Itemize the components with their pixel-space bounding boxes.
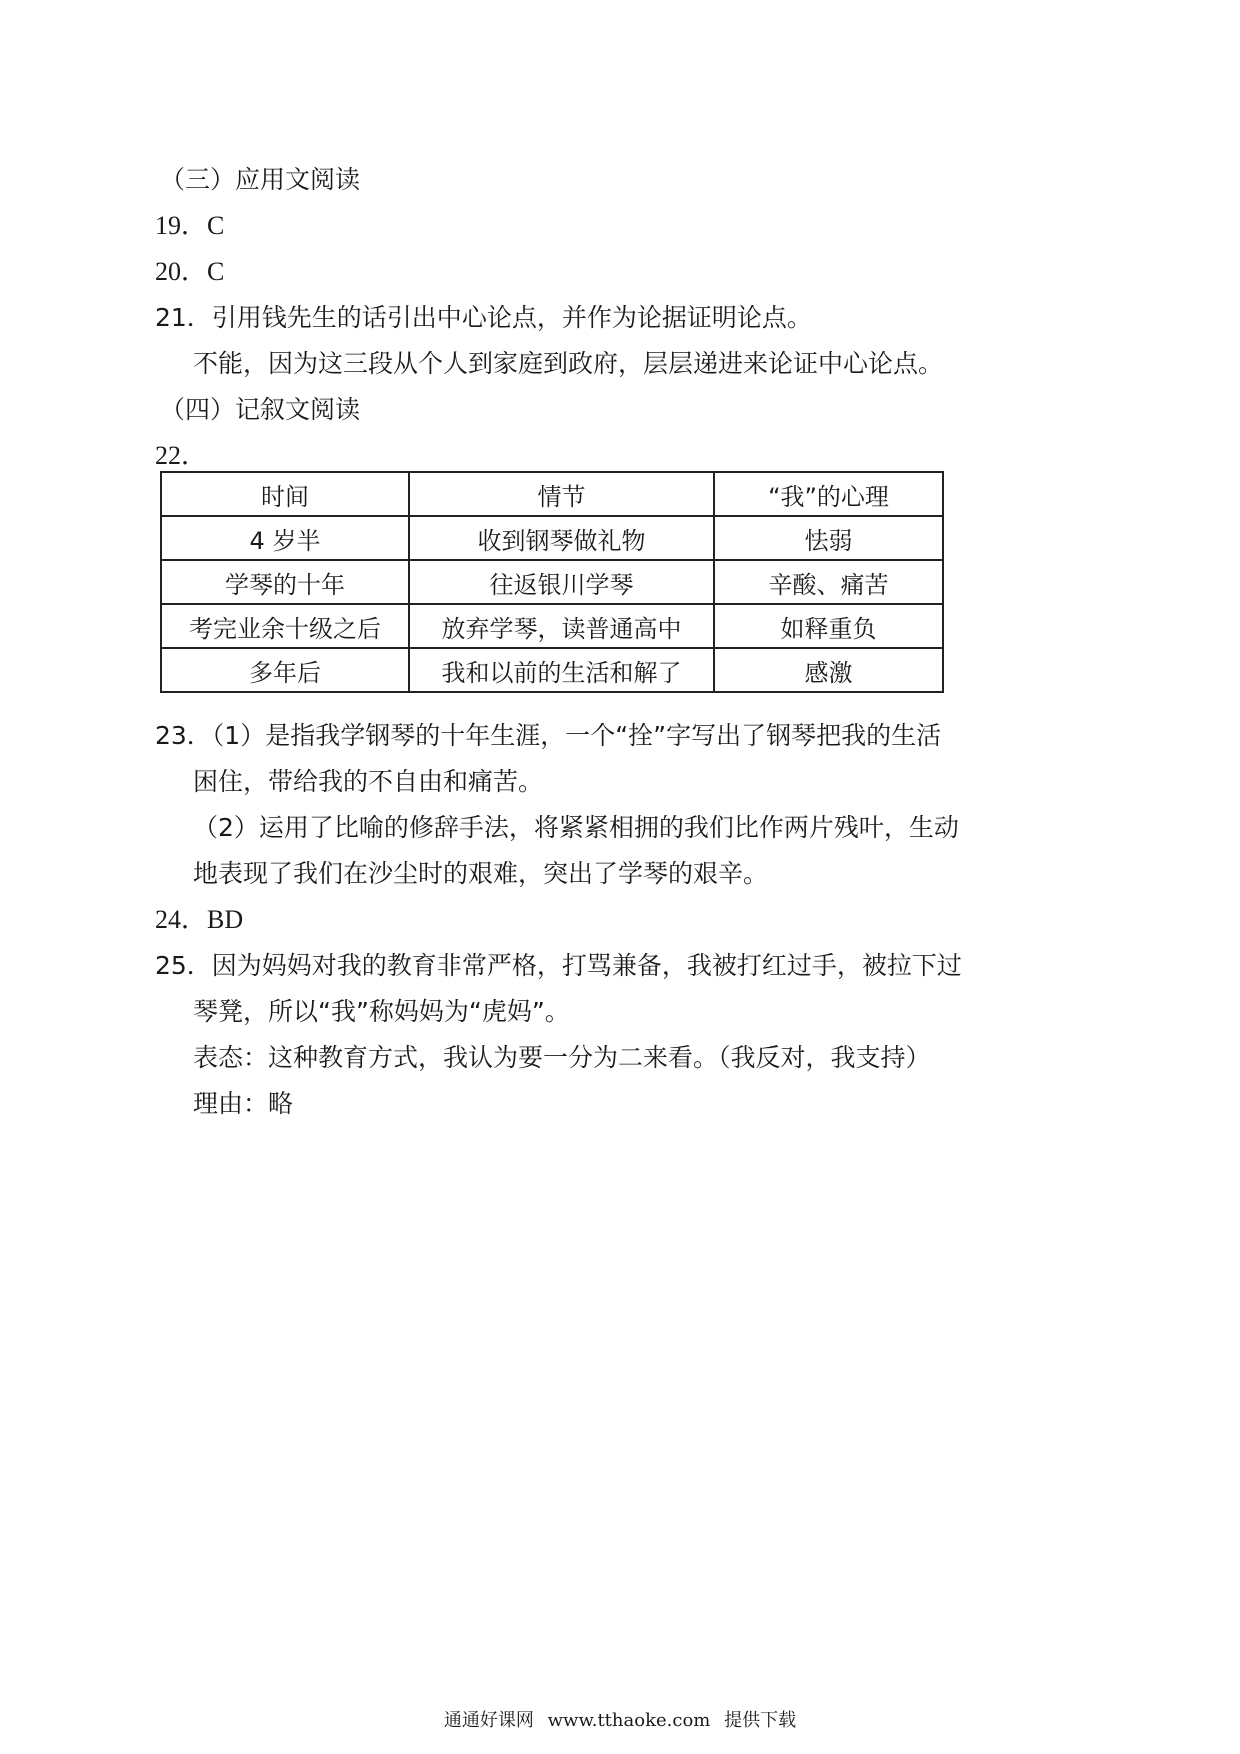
table-cell: 考完业余十级之后 [161,604,409,648]
footer-site-name: 通通好课网 [443,1710,534,1731]
answer-23-line-4: 地表现了我们在沙尘时的艰难，突出了学琴的艰辛。 [193,859,769,888]
footer-url[interactable]: www.tthaoke.com [547,1710,711,1731]
answer-21-line-2: 不能，因为这三段从个人到家庭到政府，层层递进来论证中心论点。 [193,349,944,378]
answer-19: 19．C [155,211,225,240]
table-cell: 多年后 [161,648,409,692]
table-row [161,560,943,604]
answer-25-line-2: 琴凳，所以“我”称妈妈为“虎妈”。 [193,997,570,1026]
table-header-cell: “我”的心理 [714,472,943,516]
table-cell: 学琴的十年 [161,560,409,604]
plot-table [160,471,944,693]
answer-25-line-4: 理由：略 [193,1089,294,1118]
table-header-cell: 情节 [409,472,714,516]
table-header-cell: 时间 [161,472,409,516]
section-4-title: （四）记叙文阅读 [160,395,361,424]
answer-20: 20．C [155,257,225,286]
answer-23-line-3: （2）运用了比喻的修辞手法，将紧紧相拥的我们比作两片残叶，生动 [193,813,959,842]
answer-23-line-2: 困住，带给我的不自由和痛苦。 [193,767,544,796]
table-cell: 怯弱 [714,516,943,560]
table-row [161,516,943,560]
table-row [161,604,943,648]
answer-23-line-1: 23．（1）是指我学钢琴的十年生涯，一个“拴”字写出了钢琴把我的生活 [155,721,942,750]
table-row [161,648,943,692]
section-3-title: （三）应用文阅读 [160,165,361,194]
table-cell: 感激 [714,648,943,692]
answer-24: 24．BD [155,905,244,934]
table-cell: 辛酸、痛苦 [714,560,943,604]
table-cell: 往返银川学琴 [409,560,714,604]
table-cell: 我和以前的生活和解了 [409,648,714,692]
table-cell: 放弃学琴，读普通高中 [409,604,714,648]
answer-22-label: 22． [155,441,208,470]
answer-25-line-3: 表态：这种教育方式，我认为要一分为二来看。（我反对，我支持） [193,1043,931,1072]
table-cell: 4 岁半 [161,516,409,560]
table-cell: 如释重负 [714,604,943,648]
footer-suffix: 提供下载 [724,1710,797,1731]
answer-21-line-1: 21．引用钱先生的话引出中心论点，并作为论据证明论点。 [155,303,812,332]
answer-25-line-1: 25．因为妈妈对我的教育非常严格，打骂兼备，我被打红过手，被拉下过 [155,951,962,980]
table-cell: 收到钢琴做礼物 [409,516,714,560]
page-footer [0,1706,1240,1732]
table-header-row [161,472,943,516]
